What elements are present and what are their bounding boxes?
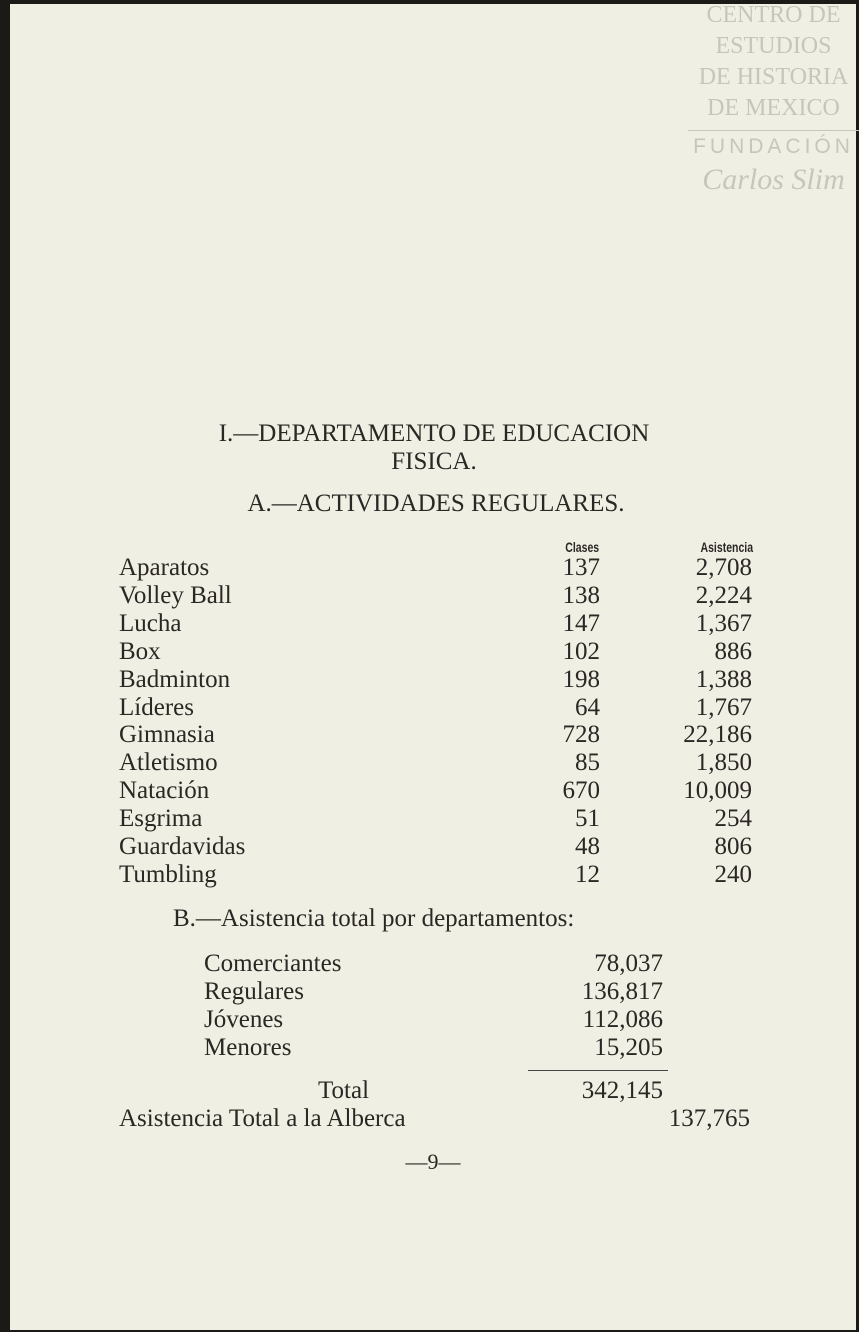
- watermark-line: DE MEXICO: [707, 95, 840, 121]
- department-name: Comerciantes: [204, 950, 342, 977]
- activity-clases: 728: [562, 721, 600, 749]
- activity-name: Natación: [119, 777, 210, 805]
- activity-name: Tumbling: [119, 860, 217, 888]
- activity-asistencia: 240: [714, 860, 752, 888]
- activity-asistencia: 10,009: [683, 777, 752, 805]
- activity-clases: 198: [562, 665, 600, 693]
- activity-asistencia: 22,186: [683, 721, 752, 749]
- activity-clases: 85: [575, 749, 600, 777]
- activity-name: Aparatos: [119, 554, 210, 581]
- heading-line1: I.—DEPARTAMENTO DE EDUCACION: [218, 420, 650, 447]
- activity-asistencia: 254: [714, 805, 752, 833]
- heading-line2: FISICA.: [391, 448, 477, 475]
- department-name: Jóvenes: [204, 1006, 284, 1033]
- activity-asistencia: 886: [714, 637, 752, 665]
- activity-clases: 48: [575, 833, 600, 860]
- section-b-title: B.—Asistencia total por departamentos:: [173, 905, 575, 932]
- department-value: 78,037: [594, 950, 663, 977]
- activity-name: Gimnasia: [119, 721, 215, 749]
- department-name: Menores: [204, 1034, 292, 1061]
- activity-clases: 64: [575, 693, 600, 721]
- activity-clases: 102: [562, 637, 600, 665]
- activity-name: Esgrima: [119, 805, 203, 833]
- total-value: 342,145: [581, 1077, 663, 1104]
- activity-asistencia: 1,388: [695, 665, 752, 693]
- activity-clases: 137: [562, 554, 600, 581]
- watermark-line: DE HISTORIA: [698, 64, 849, 90]
- total-label: Total: [318, 1077, 370, 1104]
- department-name: Regulares: [204, 978, 304, 1005]
- activity-asistencia: 1,767: [695, 693, 752, 721]
- col-header-asistencia: Asistencia: [700, 539, 753, 555]
- activity-name: Box: [119, 637, 161, 665]
- col-header-clases: Clases: [565, 539, 599, 555]
- activity-clases: 147: [562, 609, 600, 637]
- watermark-line: ESTUDIOS: [715, 33, 832, 59]
- watermark-logo: [688, 0, 859, 215]
- alberca-label: Asistencia Total a la Alberca: [119, 1105, 406, 1132]
- activity-clases: 670: [562, 777, 600, 805]
- activity-asistencia: 2,708: [695, 554, 752, 581]
- watermark-signature: Carlos Slim: [702, 163, 845, 196]
- page-number: —9—: [405, 1149, 461, 1174]
- activity-clases: 12: [575, 860, 600, 888]
- activity-asistencia: 1,367: [695, 609, 752, 637]
- activity-asistencia: 2,224: [695, 581, 752, 609]
- sum-rule: [528, 1070, 668, 1071]
- section-a-title: A.—ACTIVIDADES REGULARES.: [247, 490, 625, 517]
- department-value: 15,205: [594, 1034, 663, 1061]
- activity-name: Volley Ball: [119, 581, 232, 609]
- alberca-value: 137,765: [668, 1105, 750, 1132]
- activity-asistencia: 806: [714, 833, 752, 860]
- department-value: 136,817: [581, 978, 663, 1005]
- activity-name: Badminton: [119, 665, 231, 693]
- activity-clases: 138: [562, 581, 600, 609]
- watermark-line: CENTRO DE: [706, 2, 841, 28]
- activity-name: Guardavidas: [119, 833, 246, 860]
- activity-name: Atletismo: [119, 749, 218, 777]
- watermark-fundacion: FUNDACIÓN: [693, 135, 854, 158]
- activity-name: Líderes: [119, 693, 194, 721]
- department-value: 112,086: [582, 1006, 663, 1033]
- watermark-divider: [688, 130, 859, 131]
- activity-name: Lucha: [119, 609, 182, 637]
- activity-asistencia: 1,850: [695, 749, 752, 777]
- activity-clases: 51: [575, 805, 600, 833]
